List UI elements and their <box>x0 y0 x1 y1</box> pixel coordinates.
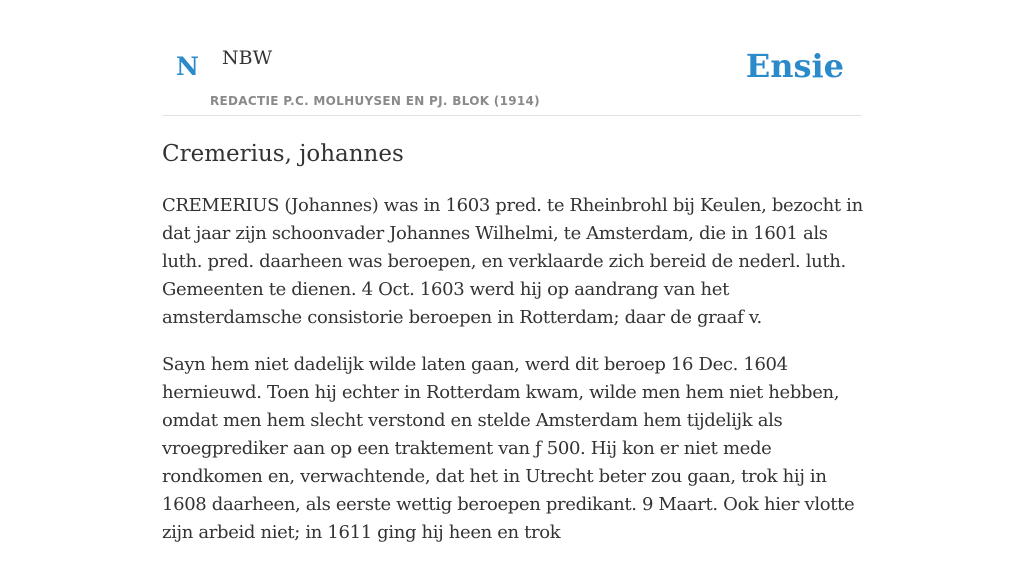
site-header <box>162 0 862 116</box>
source-logo[interactable]: N <box>176 52 199 81</box>
article-paragraph: CREMERIUS (Johannes) was in 1603 pred. te Rheinbrohl bij Keulen, bezocht in dat jaar zijn schoonvader Johannes Wilhelmi, te Amsterdam, die in 1601 als luth. pred. daarheen was beroepen, en verklaarde zich bereid de nederl. luth. Gemeenten te dienen. 4 Oct. 1603 werd hij op aandrang van het amsterdamsche consistorie beroepen in Rotterdam; daar de graaf v. <box>162 195 863 328</box>
source-name[interactable]: NBW <box>222 47 273 69</box>
article-title: Cremerius, johannes <box>162 141 404 167</box>
article-paragraph: Sayn hem niet dadelijk wilde laten gaan, werd dit beroep 16 Dec. 1604 hernieuwd. Toen hij echter in Rotterdam kwam, wilde men hem niet hebben, omdat men hem slecht verstond en stelde Amsterdam hem tijdelijk als vroegprediker aan op een traktement van ƒ 500. Hij kon er niet mede rondkomen en, verwachtende, dat het in Utrecht beter zou gaan, trok hij in 1608 daarheen, als eerste wettig beroepen predikant. 9 Maart. Ook hier vlotte zijn arbeid niet; in 1611 ging hij heen en trok <box>162 354 855 543</box>
brand-logo[interactable]: Ensie <box>745 47 844 85</box>
source-subtitle: REDACTIE P.C. MOLHUYSEN EN PJ. BLOK (1914) <box>210 94 540 108</box>
article-body <box>162 192 868 566</box>
